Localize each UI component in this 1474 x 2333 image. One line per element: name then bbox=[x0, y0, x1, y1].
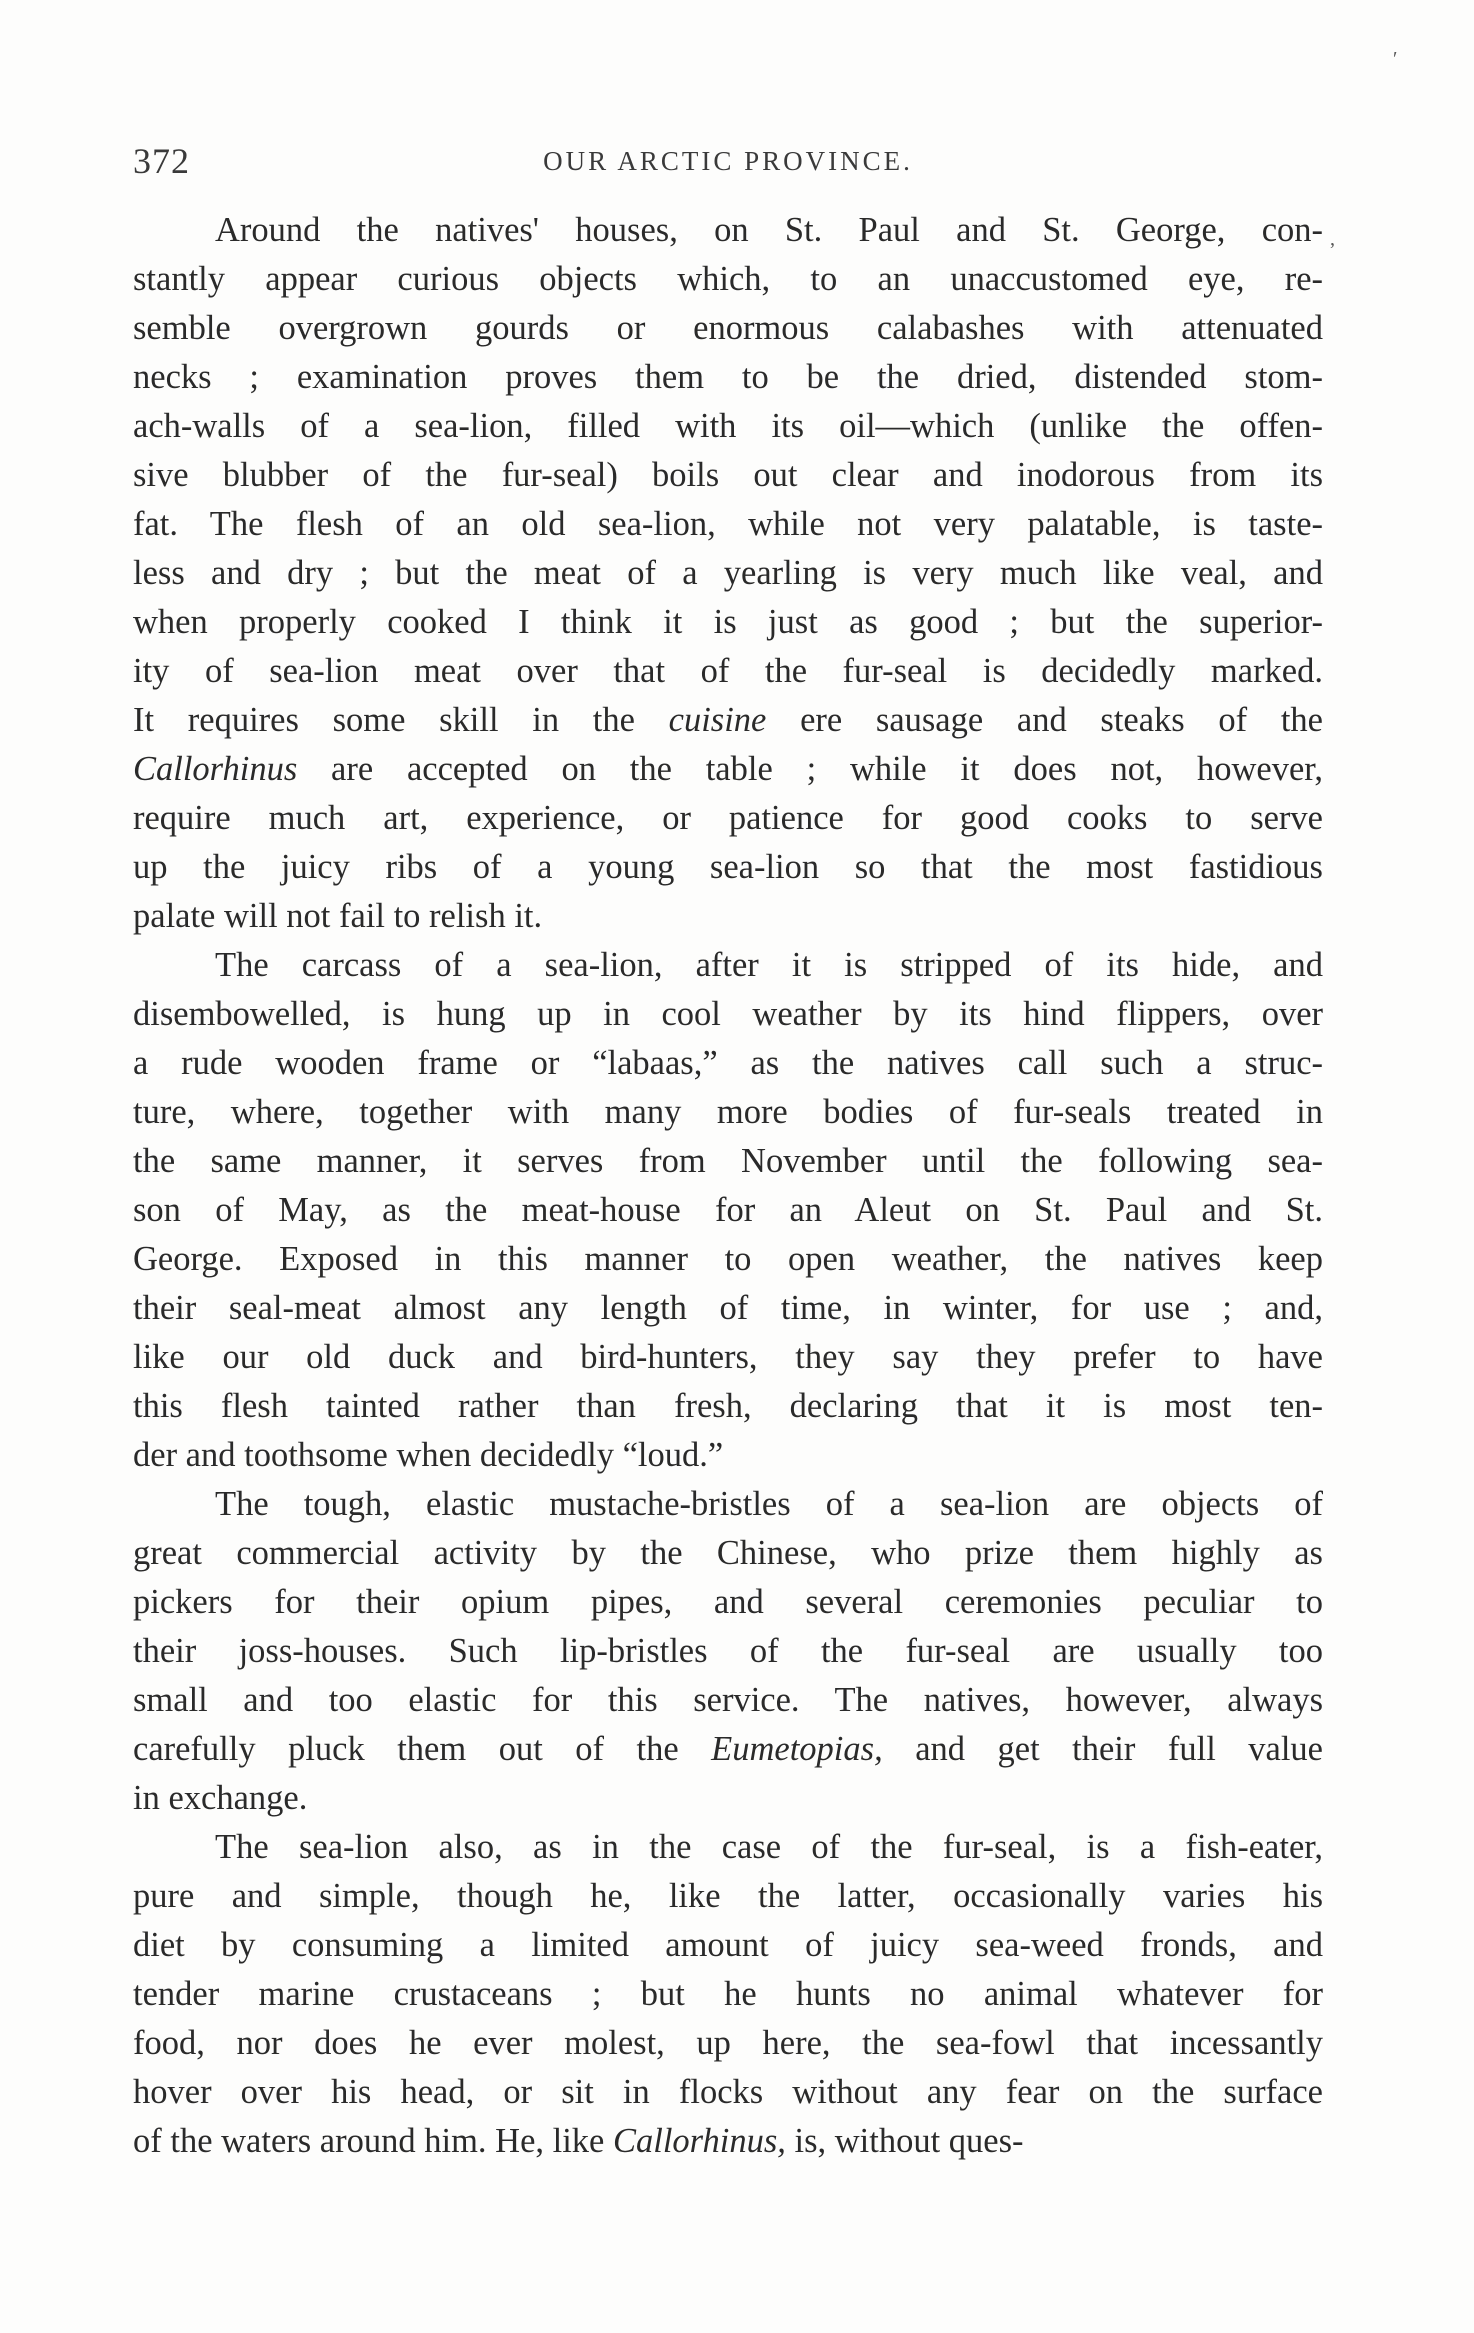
text-run: is, without ques- bbox=[785, 2122, 1024, 2160]
text-line: like our old duck and bird-hunters, they say they prefer to have bbox=[133, 1338, 1323, 1376]
text-line bbox=[133, 1725, 1323, 1774]
page-number: 372 bbox=[133, 141, 190, 181]
text-run: ere sausage and steaks of the bbox=[766, 701, 1323, 739]
page-header bbox=[133, 140, 1323, 190]
text-line: The sea-lion also, as in the case of the fur-seal, is a fish-eater, bbox=[215, 1828, 1323, 1866]
text-line: up the juicy ribs of a young sea-lion so that the most fastidious bbox=[133, 848, 1323, 886]
italic-term: Callorhinus bbox=[133, 750, 298, 788]
text-line: tender marine crustaceans ; but he hunts no animal whatever for bbox=[133, 1975, 1323, 2013]
text-line: hover over his head, or sit in flocks without any fear on the surface bbox=[133, 2073, 1323, 2111]
text-line: pure and simple, though he, like the latter, occasionally varies his bbox=[133, 1877, 1323, 1915]
text-line: sive blubber of the fur-seal) boils out clear and inodorous from its bbox=[133, 456, 1323, 494]
text-line: require much art, experience, or patience for good cooks to serve bbox=[133, 799, 1323, 837]
text-line: palate will not fail to relish it. bbox=[133, 897, 543, 935]
text-run: It requires some skill in the bbox=[133, 701, 669, 739]
text-line: ach-walls of a sea-lion, filled with its oil—which (unlike the offen- bbox=[133, 407, 1323, 445]
margin-speck: , bbox=[1330, 228, 1335, 250]
text-line: when properly cooked I think it is just as good ; but the superior- bbox=[133, 603, 1323, 641]
running-head: OUR ARCTIC PROVINCE. bbox=[543, 146, 913, 176]
italic-term: Eumetopias, bbox=[711, 1730, 883, 1768]
text-line: stantly appear curious objects which, to an unaccustomed eye, re- bbox=[133, 260, 1323, 298]
body-text bbox=[133, 206, 1323, 2166]
text-line: son of May, as the meat-house for an Aleut on St. Paul and St. bbox=[133, 1191, 1323, 1229]
text-line: this flesh tainted rather than fresh, declaring that it is most ten- bbox=[133, 1387, 1323, 1425]
text-line: pickers for their opium pipes, and several ceremonies peculiar to bbox=[133, 1583, 1323, 1621]
text-line: disembowelled, is hung up in cool weather by its hind flippers, over bbox=[133, 995, 1323, 1033]
text-line: The carcass of a sea-lion, after it is stripped of its hide, and bbox=[215, 946, 1323, 984]
text-line: great commercial activity by the Chinese, who prize them highly as bbox=[133, 1534, 1323, 1572]
text-line bbox=[133, 696, 1323, 745]
text-line: food, nor does he ever molest, up here, the sea-fowl that incessantly bbox=[133, 2024, 1323, 2062]
text-line: Around the natives' houses, on St. Paul and St. George, con- bbox=[215, 211, 1323, 249]
text-line: small and too elastic for this service. The natives, however, always bbox=[133, 1681, 1323, 1719]
text-line: semble overgrown gourds or enormous calabashes with attenuated bbox=[133, 309, 1323, 347]
text-line: a rude wooden frame or “labaas,” as the natives call such a struc- bbox=[133, 1044, 1323, 1082]
italic-term: Callorhinus, bbox=[613, 2122, 786, 2160]
text-line: ture, where, together with many more bodies of fur-seals treated in bbox=[133, 1093, 1323, 1131]
text-line: less and dry ; but the meat of a yearling is very much like veal, and bbox=[133, 554, 1323, 592]
text-line: diet by consuming a limited amount of juicy sea-weed fronds, and bbox=[133, 1926, 1323, 1964]
text-line bbox=[133, 745, 1323, 794]
text-line: ity of sea-lion meat over that of the fur-seal is decidedly marked. bbox=[133, 652, 1323, 690]
text-line: necks ; examination proves them to be the dried, distended stom- bbox=[133, 358, 1323, 396]
text-run: and get their full value bbox=[882, 1730, 1323, 1768]
text-line: in exchange. bbox=[133, 1779, 308, 1817]
text-run: of the waters around him. He, like bbox=[133, 2122, 613, 2160]
text-line: The tough, elastic mustache-bristles of a sea-lion are objects of bbox=[215, 1485, 1323, 1523]
text-run: are accepted on the table ; while it does not, however, bbox=[297, 750, 1323, 788]
text-line: fat. The flesh of an old sea-lion, while not very palatable, is taste- bbox=[133, 505, 1323, 543]
text-line: der and toothsome when decidedly “loud.” bbox=[133, 1436, 724, 1474]
italic-term: cuisine bbox=[668, 701, 767, 739]
margin-speck: ′ bbox=[1393, 48, 1398, 70]
text-line: George. Exposed in this manner to open weather, the natives keep bbox=[133, 1240, 1323, 1278]
text-run: carefully pluck them out of the bbox=[133, 1730, 712, 1768]
text-line bbox=[133, 2117, 1323, 2166]
text-line: their joss-houses. Such lip-bristles of the fur-seal are usually too bbox=[133, 1632, 1323, 1670]
text-line: their seal-meat almost any length of time, in winter, for use ; and, bbox=[133, 1289, 1323, 1327]
text-line: the same manner, it serves from November until the following sea- bbox=[133, 1142, 1323, 1180]
